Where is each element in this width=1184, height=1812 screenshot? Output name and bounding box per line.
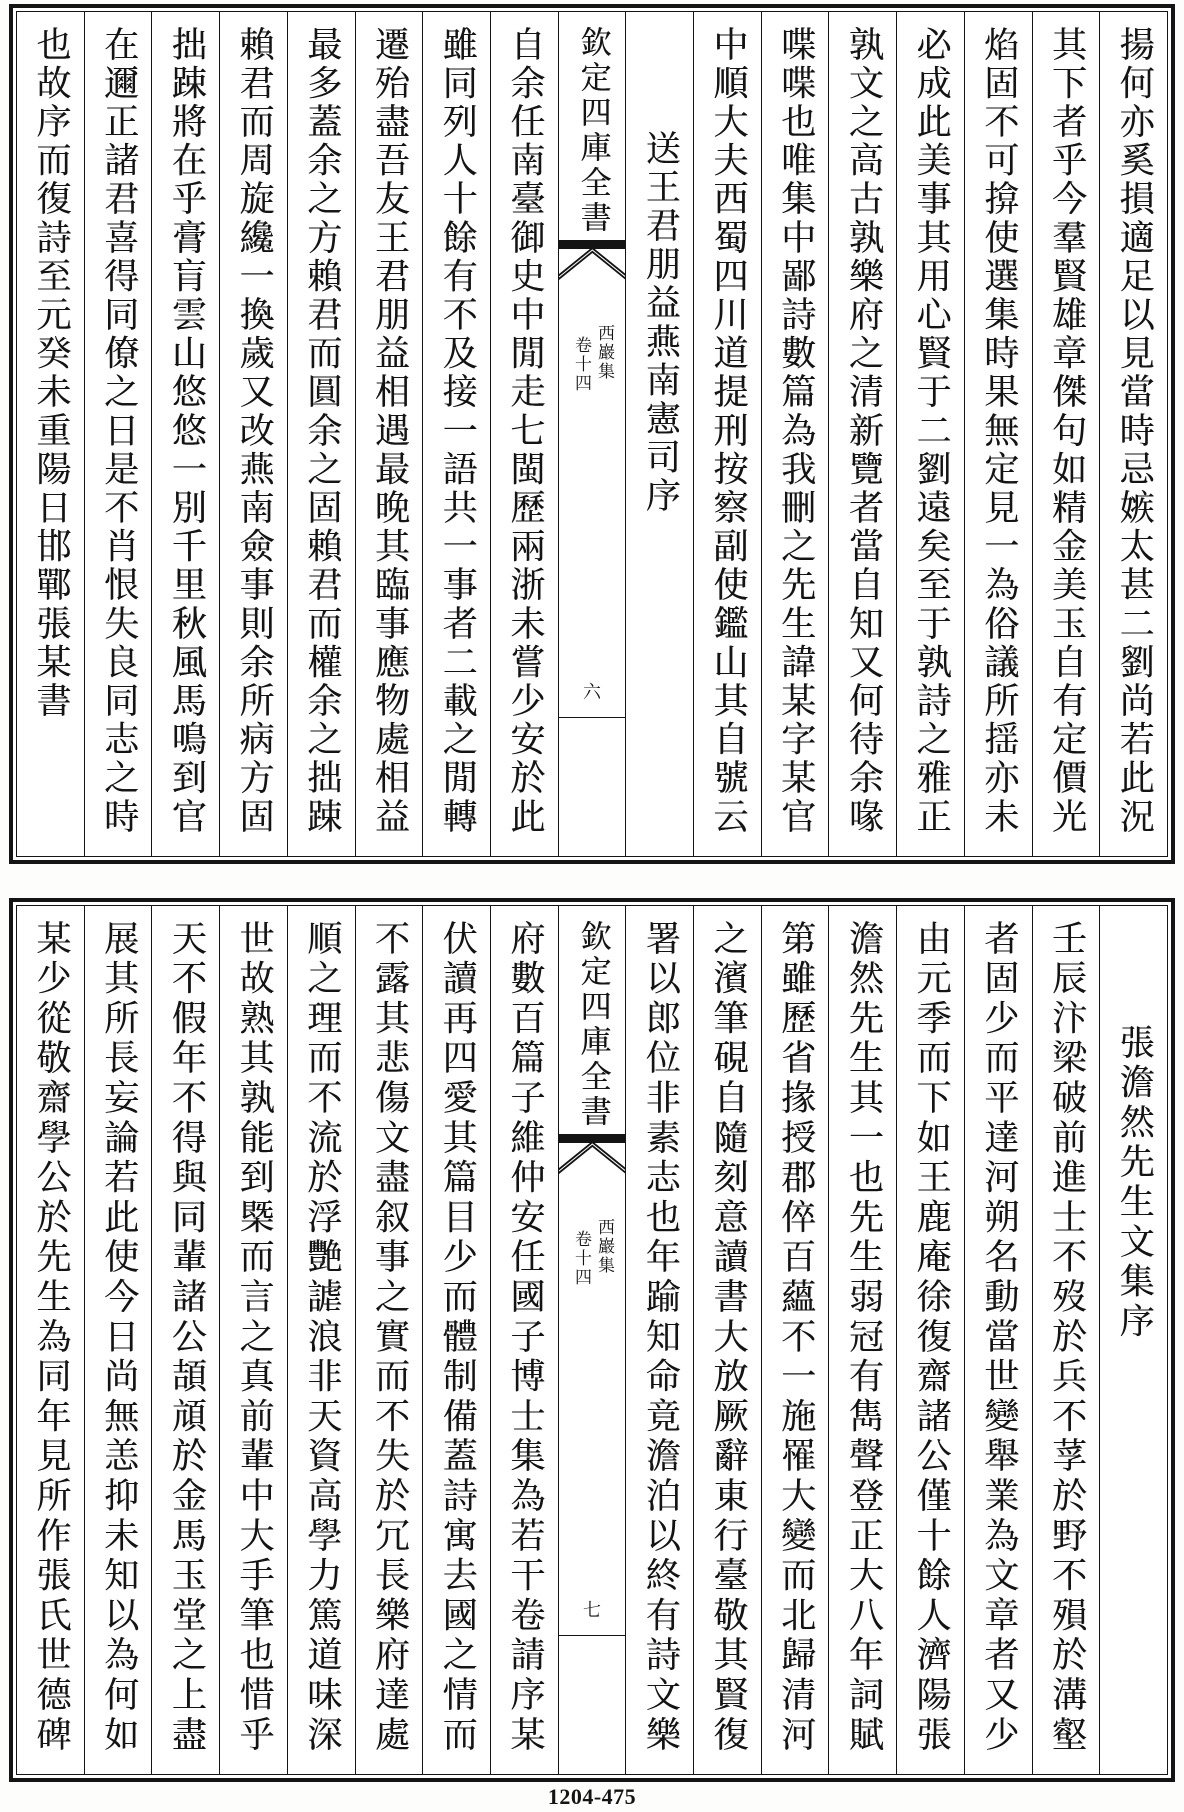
leaf-frame (16, 905, 1168, 1775)
column-text: 伏讀再四愛其篇目少而體制備蓋詩寓去國之情而 (437, 920, 478, 1756)
center-fold-column (558, 12, 626, 856)
column-text: 府數百篇子維仲安任國子博士集為若干卷請序某 (504, 920, 545, 1756)
column-text: 其下者乎今羣賢雄章傑句如精金美玉自有定價光 (1046, 26, 1087, 837)
book-label (571, 1218, 615, 1287)
text-column (287, 12, 355, 856)
fishtail-icon (559, 240, 626, 280)
text-column (17, 12, 84, 856)
text-column (761, 906, 829, 1774)
text-column (693, 12, 761, 856)
text-column (964, 12, 1032, 856)
text-column (896, 12, 964, 856)
column-text: 最多蓋余之方賴君而圓余之固賴君而權余之拙踈 (301, 26, 342, 837)
folio-rule (559, 717, 626, 718)
text-column (219, 12, 287, 856)
text-column (422, 12, 490, 856)
column-text: 雖同列人十餘有不及接一語共一事者二載之閒轉 (437, 26, 478, 837)
text-column (1099, 12, 1167, 856)
book-name: 西巖集 (594, 324, 615, 381)
book-label (571, 324, 615, 393)
leaf-top (9, 4, 1175, 864)
text-column (761, 12, 829, 856)
text-column (84, 906, 152, 1774)
column-text: 孰文之高古孰樂府之清新覽者當自知又何待余喙 (843, 26, 884, 837)
center-fold-column (558, 906, 626, 1774)
text-column (828, 12, 896, 856)
column-text: 之濱筆硯自隨刻意讀書大放厥辭東行臺敬其賢復 (707, 920, 748, 1756)
column-text: 在邇正諸君喜得同僚之日是不肖恨失良同志之時 (98, 26, 139, 837)
column-text: 焰固不可揜使選集時果無定見一為俗議所揺亦未 (978, 26, 1019, 837)
text-column (287, 906, 355, 1774)
leaf-bottom (9, 898, 1175, 1782)
text-column (693, 906, 761, 1774)
column-text: 不露其悲傷文盡叙事之實而不失於冗長樂府達處 (369, 920, 410, 1756)
column-text: 由元季而下如王鹿庵徐復齋諸公僅十餘人濟陽張 (911, 920, 952, 1756)
column-text: 揚何亦奚損適足以見當時忌嫉太甚二劉尚若此況 (1114, 26, 1155, 837)
column-text: 拙踈將在乎膏肓雲山悠悠一別千里秋風馬鳴到官 (166, 26, 207, 837)
essay-title: 張澹然先生文集序 (1114, 1024, 1155, 1343)
text-column (422, 906, 490, 1774)
text-column (355, 12, 423, 856)
column-text: 某少從敬齋學公於先生為同年見所作張氏世德碑 (30, 920, 71, 1756)
column-text: 中順大夫西蜀四川道提刑按察副使鑑山其自號云 (707, 26, 748, 837)
essay-title-column (1099, 906, 1167, 1774)
text-column (1032, 12, 1100, 856)
text-column (490, 12, 558, 856)
column-text: 澹然先生其一也先生弱冠有雋聲登正大八年詞賦 (843, 920, 884, 1756)
column-text: 賴君而周旋纔一換歲又改燕南僉事則余所病方固 (234, 26, 274, 837)
text-column (828, 906, 896, 1774)
text-column (625, 906, 693, 1774)
text-column (355, 906, 423, 1774)
text-column (151, 12, 219, 856)
volume-label: 卷十四 (571, 336, 592, 393)
column-text: 第雖歷省掾授郡倅百蘊不一施罹大變而北歸清河 (775, 920, 816, 1756)
folio-number: 七 (583, 1600, 602, 1621)
volume-label: 卷十四 (571, 1230, 592, 1287)
essay-title: 送王君朋益燕南憲司序 (640, 130, 681, 516)
book-name: 西巖集 (594, 1218, 615, 1275)
column-text: 自余任南臺御史中閒走七閩歷兩浙未嘗少安於此 (504, 26, 545, 837)
text-column (84, 12, 152, 856)
column-text: 遷殆盡吾友王君朋益相遇最晚其臨事應物處相益 (369, 26, 410, 837)
column-text: 順之理而不流於浮艷謔浪非天資高學力篤道味深 (301, 920, 342, 1756)
text-column (151, 906, 219, 1774)
column-text: 者固少而平達河朔名動當世變舉業為文章者又少 (978, 920, 1019, 1756)
text-column (219, 906, 287, 1774)
leaf-frame (16, 11, 1168, 857)
text-column (964, 906, 1032, 1774)
folio-number: 六 (583, 682, 602, 703)
folio-rule (559, 1635, 626, 1636)
page-code: 1204-475 (547, 1784, 637, 1809)
fishtail-icon (559, 1134, 626, 1174)
column-text: 天不假年不得與同輩諸公頡頏於金馬玉堂之上盡 (166, 920, 207, 1756)
text-column (17, 906, 84, 1774)
column-text: 壬辰汴梁破前進士不歿於兵不莩於野不殞於溝壑 (1046, 920, 1087, 1756)
column-text: 必成此美事其用心賢于二劉遠矣至于孰詩之雅正 (911, 26, 952, 837)
collection-title: 欽定四庫全書 (574, 26, 611, 236)
column-text: 喋喋也唯集中鄙詩數篇為我刪之先生諱某字某官 (775, 26, 816, 837)
essay-title-column (625, 12, 693, 856)
collection-title: 欽定四庫全書 (574, 920, 611, 1130)
column-text: 世故熟其孰能到槩而言之真前輩中大手筆也惜乎 (234, 920, 274, 1756)
column-text: 展其所長妄論若此使今日尚無恙抑未知以為何如 (98, 920, 139, 1756)
column-text: 署以郎位非素志也年踰知命竟澹泊以終有詩文樂 (640, 920, 681, 1756)
text-column (1032, 906, 1100, 1774)
text-column (490, 906, 558, 1774)
column-text: 也故序而復詩至元癸未重陽日邯鄲張某書 (30, 26, 71, 721)
text-column (896, 906, 964, 1774)
